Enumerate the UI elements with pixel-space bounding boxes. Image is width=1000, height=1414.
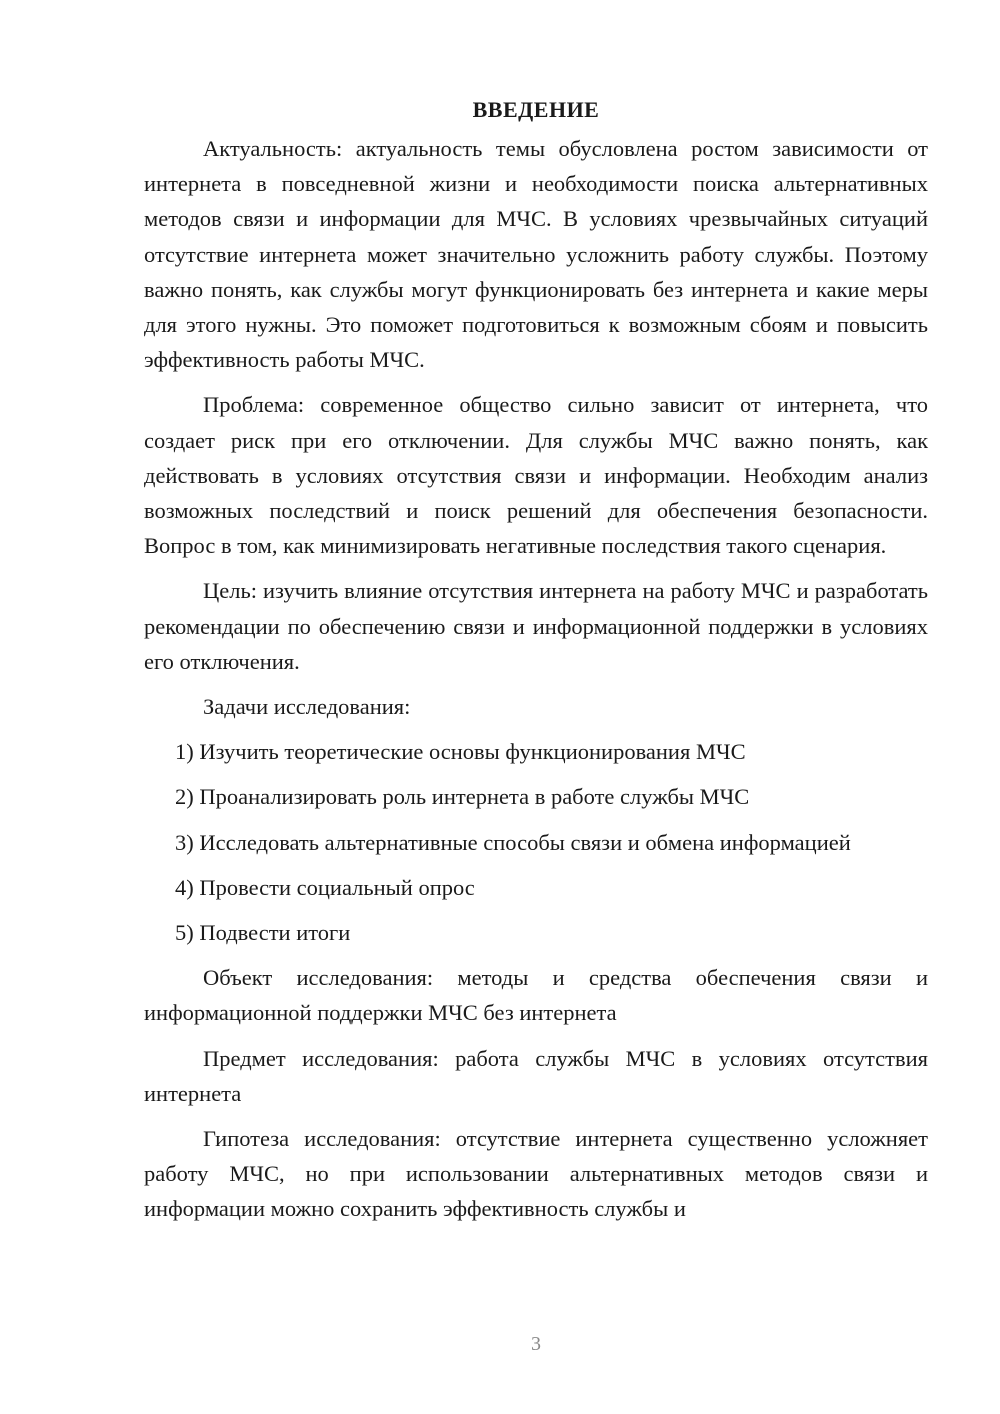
object-paragraph: Объект исследования: методы и средства обеспечения связи и информационной поддержки МЧС без интернета xyxy=(144,965,928,1026)
task-item: 3) Исследовать альтернативные способы связи и обмена информацией xyxy=(175,829,851,855)
relevance-paragraph: Актуальность: актуальность темы обусловлена ростом зависимости от интернета в повседневной жизни и необходимости поиска альтернативных методов связи и информации для МЧС. В условиях чрезвычайных ситуаций отсутствие интернета может значительно усложнить работу службы. Поэтому важно понять, как службы могут функционировать без интернета и какие меры для этого нужны. Это поможет подготовиться к возможным сбоям и повысить эффективность работы МЧС. xyxy=(144,136,928,373)
goal-paragraph: Цель: изучить влияние отсутствия интернета на работу МЧС и разработать рекомендации по обеспечению связи и информационной поддержки в условиях его отключения. xyxy=(144,578,928,674)
page-title: ВВЕДЕНИЕ xyxy=(472,97,600,122)
task-item: 2) Проанализировать роль интернета в работе службы МЧС xyxy=(175,784,750,810)
page-number: 3 xyxy=(531,1333,541,1355)
task-item: 4) Провести социальный опрос xyxy=(175,874,475,900)
problem-paragraph: Проблема: современное общество сильно зависит от интернета, что создает риск при его отключении. Для службы МЧС важно понять, как действовать в условиях отсутствия связи и информации. Необходим анализ возможных последствий и поиск решений для обеспечения безопасности. Вопрос в том, как минимизировать негативные последствия такого сценария. xyxy=(144,392,928,559)
task-item: 1) Изучить теоретические основы функционирования МЧС xyxy=(175,739,746,765)
task-item: 5) Подвести итоги xyxy=(175,920,351,946)
tasks-heading: Задачи исследования: xyxy=(203,694,411,720)
hypothesis-paragraph: Гипотеза исследования: отсутствие интернета существенно усложняет работу МЧС, но при использовании альтернативных методов связи и информации можно сохранить эффективность службы и xyxy=(144,1126,928,1222)
subject-paragraph: Предмет исследования: работа службы МЧС в условиях отсутствия интернета xyxy=(144,1045,928,1106)
document-body xyxy=(144,95,928,1237)
